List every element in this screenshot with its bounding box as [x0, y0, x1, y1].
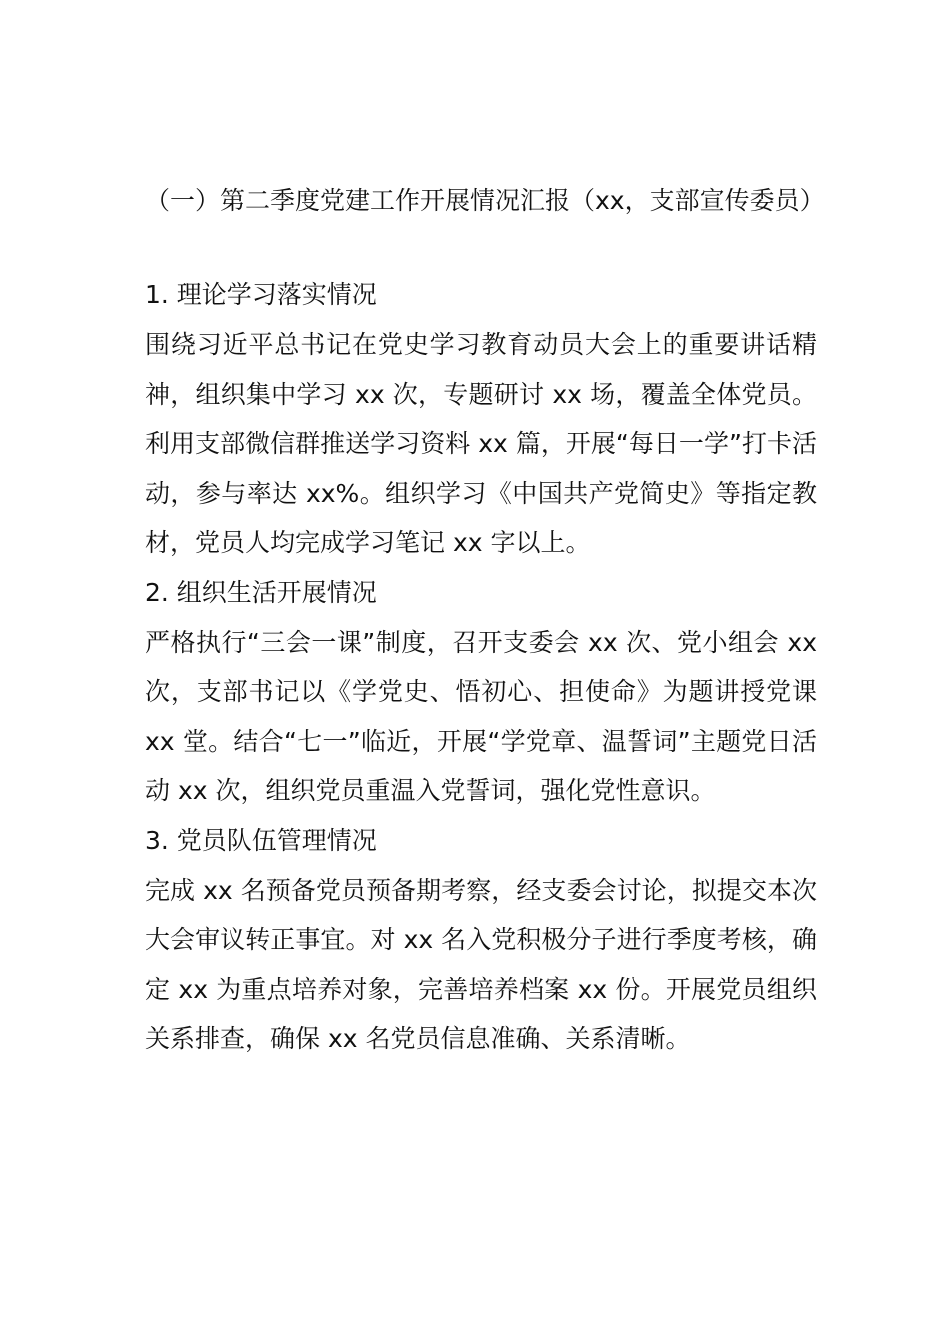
section-organizational-life: [145, 568, 817, 816]
document-page: [145, 176, 825, 1064]
document-title: （一）第二季度党建工作开展情况汇报（xx，支部宣传委员）: [145, 186, 825, 215]
section-body: 围绕习近平总书记在党史学习教育动员大会上的重要讲话精神，组织集中学习 xx 次，专题研讨 xx 场，覆盖全体党员。利用支部微信群推送学习资料 xx 篇，开展“每日一学”打卡活动，参与率达 xx%。组织学习《中国共产党简史》等指定教材，党员人均完成学习笔记 xx 字以上。: [145, 330, 817, 557]
section-body: 完成 xx 名预备党员预备期考察，经支委会讨论，拟提交本次大会审议转正事宜。对 xx 名入党积极分子进行季度考核，确定 xx 为重点培养对象，完善培养档案 xx 份。开展党员组织关系排查，确保 xx 名党员信息准确、关系清晰。: [145, 875, 817, 1053]
section-heading: 3. 党员队伍管理情况: [145, 825, 377, 855]
section-theory-study: [145, 270, 817, 568]
section-heading: 2. 组织生活开展情况: [145, 577, 377, 607]
section-heading: 1. 理论学习落实情况: [145, 280, 377, 309]
section-body: 严格执行“三会一课”制度，召开支委会 xx 次、党小组会 xx 次，支部书记以《学党史、悟初心、担使命》为题讲授党课 xx 堂。结合“七一”临近，开展“学党章、温誓词”主题党日活动 xx 次，组织党员重温入党誓词，强化党性意识。: [145, 627, 817, 805]
section-member-management: [145, 816, 817, 1064]
